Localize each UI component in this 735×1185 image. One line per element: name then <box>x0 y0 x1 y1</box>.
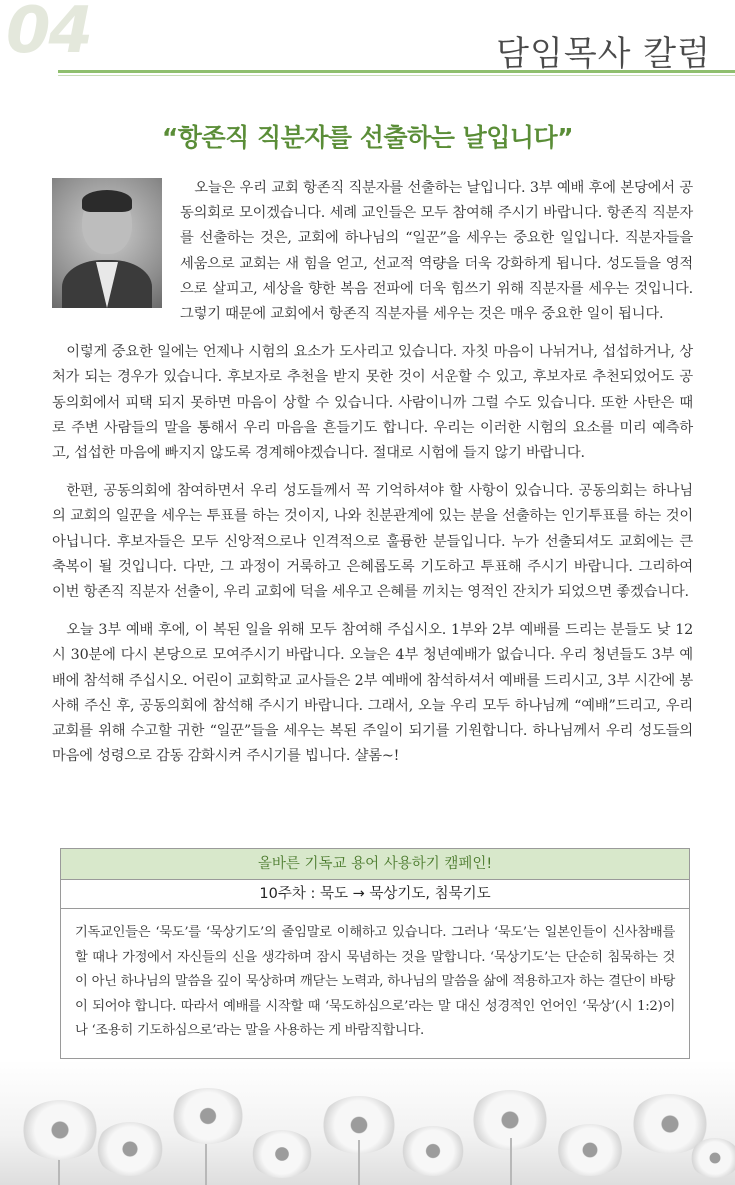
flower-image <box>20 1100 100 1160</box>
flower-image <box>95 1122 165 1176</box>
article-paragraph-2: 이렇게 중요한 일에는 언제나 시험의 요소가 도사리고 있습니다. 자칫 마음이 나뉘거나, 섭섭하거나, 상처가 되는 경우가 있습니다. 후보자로 추천을 받지 못한 것이 서운할 수 있고, 후보자로 추천되었어도 공동의회에서 피택 되지 못하면 마음이 상할 수 있습니다. 사람이니까 그럴 수도 있습니다. 또한 사탄은 때로 주변 사람들의 말을 통해서 우리 마음을 흔들기도 합니다. 우리는 이러한 시험의 요소를 미리 예측하고, 섭섭한 마음에 빠지지 않도록 경계해야겠습니다. 절대로 시험에 들지 않기 바랍니다. <box>52 344 693 462</box>
campaign-title: 올바른 기독교 용어 사용하기 캠페인! <box>61 849 689 880</box>
flower-decoration <box>0 1060 735 1185</box>
section-title: 담임목사 칼럼 <box>496 34 711 74</box>
campaign-box <box>60 848 690 1059</box>
article-headline: “항존직 직분자를 선출하는 날입니다” <box>161 123 574 152</box>
flower-stem <box>358 1140 360 1185</box>
pastor-photo <box>52 178 162 308</box>
flower-image <box>170 1088 246 1144</box>
campaign-body: 기독교인들은 ‘묵도’를 ‘묵상기도’의 줄임말로 이해하고 있습니다. 그러나 ‘묵도’는 일본인들이 신사참배를 할 때나 가정에서 자신들의 신을 생각하며 잠시 묵념하는 것을 말합니다. ‘묵상기도’는 단순히 침묵하는 것이 아닌 하나님의 말씀을 깊이 묵상하며 깨닫는 노력과, 하나님의 말씀을 삶에 적용하고자 하는 결단이 바탕이 되어야 합니다. 따라서 예배를 시작할 때 ‘묵도하심으로’라는 말 대신 성경적인 언어인 ‘묵상’(시 1:2)이나 ‘조용히 기도하심으로’라는 말을 사용하는 게 바람직합니다. <box>75 925 675 1039</box>
header-rule <box>58 70 735 73</box>
page-number: 04 <box>6 0 92 68</box>
article-paragraph-4: 오늘 3부 예배 후에, 이 복된 일을 위해 모두 참여해 주십시오. 1부와 2부 예배를 드리는 분들도 낮 12시 30분에 다시 본당으로 모여주시기 바랍니다. 오늘은 4부 청년예배가 없습니다. 우리 청년들도 3부 예배에 참석해 주십시오. 어린이 교회학교 교사들은 2부 예배에 참석하셔서 예배를 드리시고, 3부 시간에 봉사해 주신 후, 공동의회에 참석해 주시기 바랍니다. 그래서, 오늘 우리 모두 하나님께 “예배”드리고, 우리 교회를 위해 수고할 귀한 “일꾼”들을 세우는 복된 주일이 되기를 기원합니다. 하나님께서 우리 성도들의 마음에 성령으로 감동 감화시켜 주시기를 빕니다. 샬롬~! <box>52 622 693 765</box>
article-body <box>52 176 693 782</box>
flower-image <box>555 1124 625 1176</box>
flower-stem <box>510 1138 512 1185</box>
campaign-subtitle: 10주차 : 묵도 → 묵상기도, 침묵기도 <box>61 880 689 909</box>
flower-image <box>400 1126 466 1176</box>
article-paragraph-3: 한편, 공동의회에 참여하면서 우리 성도들께서 꼭 기억하셔야 할 사항이 있습니다. 공동의회는 하나님의 교회의 일꾼을 세우는 투표를 하는 것이지, 나와 친분관계에 있는 분을 선출하는 인기투표를 하는 것이 아닙니다. 후보자들은 모두 신앙적으로나 인격적으로 훌륭한 분들입니다. 누가 선출되셔도 교회에는 큰 축복이 될 것입니다. 다만, 그 과정이 거룩하고 은혜롭도록 기도하고 투표해 주시기 바랍니다. 그리하여 이번 항존직 직분자 선출이, 우리 교회에 덕을 세우고 은혜를 끼치는 영적인 잔치가 되었으면 좋겠습니다. <box>52 483 693 601</box>
photo-hair <box>82 190 132 212</box>
header-rule-thin <box>58 75 735 76</box>
article-paragraph-1: 오늘은 우리 교회 항존직 직분자를 선출하는 날입니다. 3부 예배 후에 본당에서 공동의회로 모이겠습니다. 세례 교인들은 모두 참여해 주시기 바랍니다. 항존직 직분자를 선출하는 것은, 교회에 하나님의 “일꾼”을 세우는 중요한 일입니다. 직분자들을 세움으로 교회는 새 힘을 얻고, 선교적 역량을 더욱 강화하게 됩니다. 성도들을 영적으로 살피고, 세상을 향한 복음 전파에 더욱 힘쓰기 위해 직분자를 세우는 것입니다. 그렇기 때문에 교회에서 항존직 직분자를 세우는 것은 매우 중요한 일이 됩니다. <box>180 180 693 323</box>
flower-image <box>690 1138 735 1178</box>
flower-image <box>250 1130 314 1178</box>
